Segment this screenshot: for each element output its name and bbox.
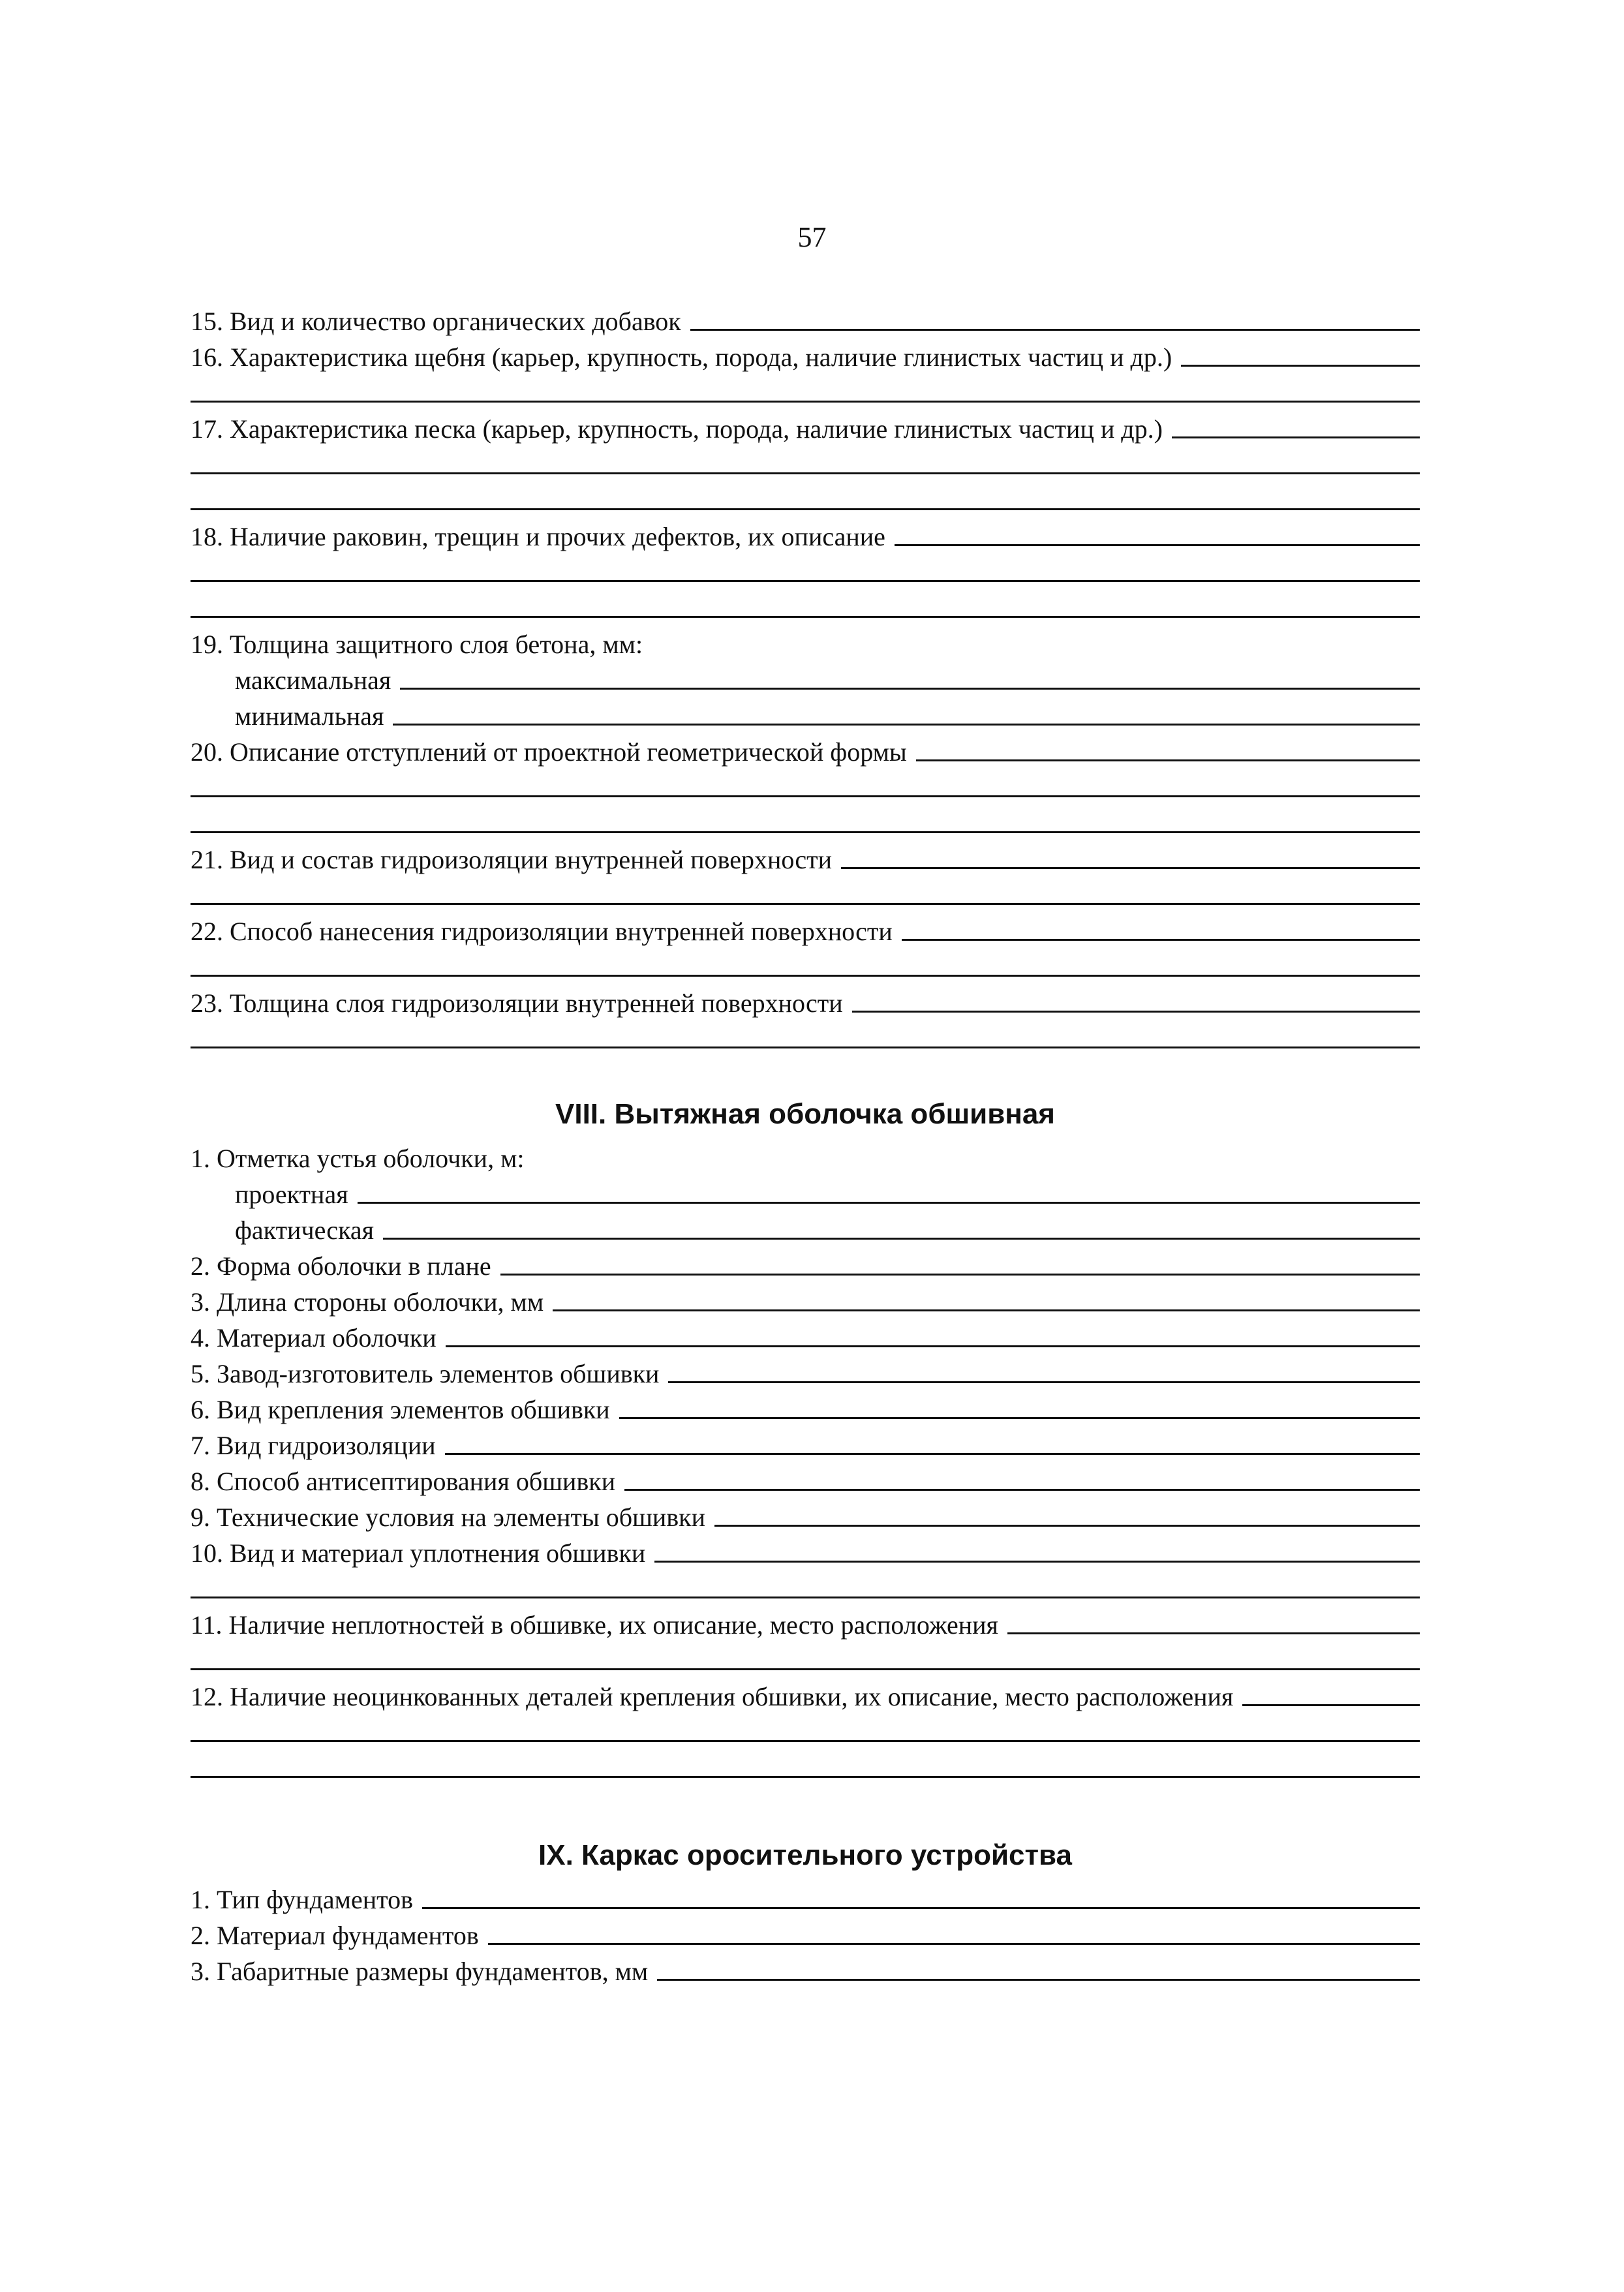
- form-item-8-4: [191, 1315, 1420, 1351]
- answer-line-row: [191, 765, 1420, 801]
- form-item-8-12: [191, 1674, 1420, 1710]
- answer-line[interactable]: [191, 1047, 1420, 1048]
- answer-line[interactable]: [902, 939, 1420, 941]
- answer-line[interactable]: [852, 1011, 1420, 1013]
- answer-line[interactable]: [191, 472, 1420, 474]
- form-item-label: 4. Материал оболочки: [191, 1323, 437, 1352]
- answer-line[interactable]: [191, 508, 1420, 510]
- form-item-23: [191, 981, 1420, 1016]
- answer-line[interactable]: [668, 1381, 1420, 1383]
- form-item-label: 2. Форма оболочки в плане: [191, 1251, 491, 1281]
- answer-line[interactable]: [1172, 436, 1420, 438]
- form-item-18: [191, 514, 1420, 550]
- answer-line[interactable]: [191, 1776, 1420, 1778]
- form-item-label: 5. Завод-изготовитель элементов обшивки: [191, 1359, 660, 1388]
- form-item-label: 16. Характеристика щебня (карьер, крупность, порода, наличие глинистых частиц и др.): [191, 343, 1172, 372]
- answer-line[interactable]: [841, 867, 1420, 869]
- answer-line[interactable]: [191, 903, 1420, 905]
- answer-line[interactable]: [488, 1943, 1420, 1945]
- answer-line[interactable]: [916, 759, 1420, 761]
- answer-line[interactable]: [895, 544, 1420, 546]
- answer-line[interactable]: [358, 1202, 1420, 1204]
- answer-line[interactable]: [1242, 1704, 1420, 1706]
- form-item-label: 23. Толщина слоя гидроизоляции внутренней поверхности: [191, 988, 843, 1018]
- form-item-label: проектная: [235, 1180, 348, 1209]
- form-item-label: 21. Вид и состав гидроизоляции внутренней поверхности: [191, 845, 832, 874]
- form-item-9-3: [191, 1949, 1420, 1985]
- answer-line[interactable]: [1181, 365, 1420, 367]
- answer-line[interactable]: [690, 329, 1420, 331]
- form-item-label: 1. Отметка устья оболочки, м:: [191, 1144, 525, 1173]
- form-item-8-11: [191, 1602, 1420, 1638]
- form-item-label: 7. Вид гидроизоляции: [191, 1431, 436, 1460]
- answer-line-row: [191, 442, 1420, 478]
- form-item-20: [191, 729, 1420, 765]
- answer-line-row: [191, 945, 1420, 981]
- form-item-label: 20. Описание отступлений от проектной геометрической формы: [191, 737, 907, 767]
- form-item-9-1: [191, 1877, 1420, 1913]
- form-item-label: максимальная: [235, 665, 391, 695]
- answer-line[interactable]: [657, 1979, 1420, 1981]
- answer-line[interactable]: [1007, 1632, 1420, 1634]
- form-item-22: [191, 909, 1420, 945]
- answer-line[interactable]: [191, 831, 1420, 833]
- form-item-15: [191, 299, 1420, 335]
- answer-line[interactable]: [191, 580, 1420, 582]
- form-item-8-1: [191, 1136, 1420, 1172]
- answer-line-row: [191, 1710, 1420, 1746]
- form-item-label: 15. Вид и количество органических добавок: [191, 307, 681, 336]
- form-item-label: 6. Вид крепления элементов обшивки: [191, 1395, 610, 1424]
- answer-line[interactable]: [191, 1597, 1420, 1598]
- page-number: 57: [797, 221, 827, 253]
- form-item-19-max: [191, 658, 1420, 694]
- form-item-8-6: [191, 1387, 1420, 1423]
- form-item-label: 8. Способ антисептирования обшивки: [191, 1467, 616, 1496]
- form-item-19-min: [191, 694, 1420, 729]
- form-item-label: 11. Наличие неплотностей в обшивке, их описание, место расположения: [191, 1610, 998, 1640]
- form-item-8-9: [191, 1495, 1420, 1531]
- form-item-8-10: [191, 1531, 1420, 1566]
- answer-line[interactable]: [422, 1907, 1420, 1909]
- answer-line[interactable]: [393, 724, 1420, 726]
- answer-line[interactable]: [191, 616, 1420, 618]
- section-8-title: VIII. Вытяжная оболочка обшивная: [555, 1098, 1055, 1130]
- answer-line[interactable]: [191, 1740, 1420, 1742]
- form-item-label: 3. Длина стороны оболочки, мм: [191, 1287, 544, 1317]
- form-item-9-2: [191, 1913, 1420, 1949]
- form-item-label: 18. Наличие раковин, трещин и прочих дефектов, их описание: [191, 522, 885, 551]
- answer-line-row: [191, 873, 1420, 909]
- form-item-label: 1. Тип фундаментов: [191, 1885, 413, 1914]
- form-item-21: [191, 837, 1420, 873]
- form-item-label: минимальная: [235, 701, 384, 731]
- answer-line[interactable]: [191, 401, 1420, 403]
- answer-line-row: [191, 801, 1420, 837]
- answer-line[interactable]: [446, 1345, 1420, 1347]
- form-item-label: 12. Наличие неоцинкованных деталей крепления обшивки, их описание, место расположения: [191, 1682, 1234, 1711]
- form-item-8-7: [191, 1423, 1420, 1459]
- answer-line[interactable]: [383, 1238, 1420, 1240]
- form-item-19: [191, 622, 1420, 658]
- answer-line-row: [191, 1566, 1420, 1602]
- form-item-label: 22. Способ нанесения гидроизоляции внутренней поверхности: [191, 917, 893, 946]
- answer-line[interactable]: [400, 688, 1420, 690]
- answer-line[interactable]: [553, 1309, 1420, 1311]
- answer-line-row: [191, 1746, 1420, 1782]
- answer-line-row: [191, 586, 1420, 622]
- form-item-8-2: [191, 1244, 1420, 1279]
- form-item-17: [191, 406, 1420, 442]
- answer-line[interactable]: [445, 1453, 1420, 1455]
- form-item-label: 3. Габаритные размеры фундаментов, мм: [191, 1957, 649, 1986]
- form-item-16: [191, 335, 1420, 371]
- form-item-8-3: [191, 1279, 1420, 1315]
- form-content: [191, 299, 1420, 1985]
- form-item-8-5: [191, 1351, 1420, 1387]
- answer-line[interactable]: [619, 1417, 1420, 1419]
- answer-line-row: [191, 1016, 1420, 1052]
- section-9-title: IX. Каркас оросительного устройства: [538, 1839, 1072, 1871]
- form-item-8-8: [191, 1459, 1420, 1495]
- answer-line-row: [191, 371, 1420, 406]
- form-item-label: 17. Характеристика песка (карьер, крупность, порода, наличие глинистых частиц и др.): [191, 414, 1163, 444]
- form-item-label: 10. Вид и материал уплотнения обшивки: [191, 1538, 646, 1568]
- form-item-label: 9. Технические условия на элементы обшивки: [191, 1503, 706, 1532]
- answer-line-row: [191, 478, 1420, 514]
- form-item-8-1-actual: [191, 1208, 1420, 1244]
- answer-line[interactable]: [624, 1489, 1420, 1491]
- answer-line[interactable]: [654, 1561, 1420, 1563]
- answer-line[interactable]: [714, 1525, 1420, 1527]
- answer-line[interactable]: [191, 795, 1420, 797]
- answer-line-row: [191, 550, 1420, 586]
- form-item-label: фактическая: [235, 1215, 375, 1245]
- form-item-8-1-design: [191, 1172, 1420, 1208]
- form-item-label: 19. Толщина защитного слоя бетона, мм:: [191, 630, 643, 659]
- answer-line[interactable]: [191, 1668, 1420, 1670]
- answer-line-row: [191, 1638, 1420, 1674]
- answer-line[interactable]: [191, 975, 1420, 977]
- answer-line[interactable]: [500, 1274, 1420, 1276]
- form-item-label: 2. Материал фундаментов: [191, 1921, 479, 1950]
